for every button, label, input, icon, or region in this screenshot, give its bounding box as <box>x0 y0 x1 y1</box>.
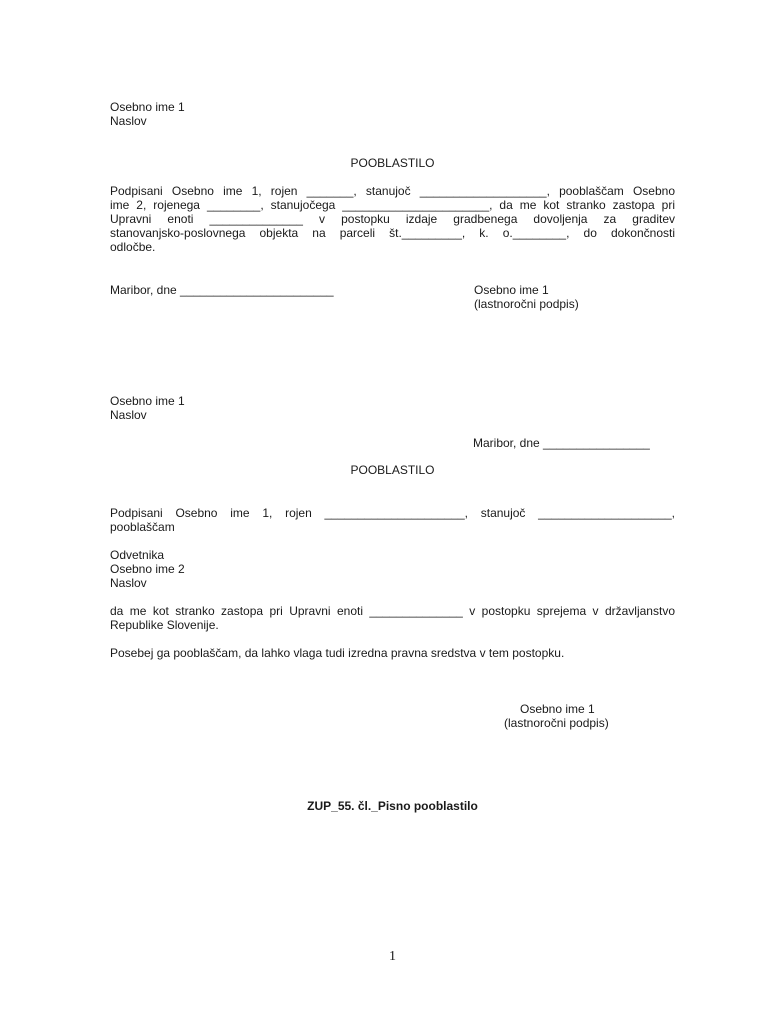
signature-name: Osebno ime 1 <box>520 702 595 716</box>
sender-name: Osebno ime 1 <box>110 100 185 114</box>
paragraph-line: da me kot stranko zastopa pri Upravni enoti ______________ v postopku sprejema v državljanstvo <box>110 604 675 618</box>
attorney-title: Odvetnika <box>110 548 165 562</box>
paragraph-line: Upravni enoti ______________ v postopku izdaje gradbenega dovoljenja za graditev <box>110 212 675 226</box>
place-date-line: Maribor, dne _______________________ <box>110 283 334 297</box>
signature-label: (lastnoročni podpis) <box>474 297 579 311</box>
extraordinary-remedies-paragraph: Posebej ga pooblaščam, da lahko vlaga tudi izredna pravna sredstva v tem postopku. <box>110 646 565 660</box>
paragraph-line: Republike Slovenije. <box>110 618 219 632</box>
paragraph-line: stanovanjsko-poslovnega objekta na parceli št._________, k. o.________, do dokončnosti <box>110 226 675 240</box>
paragraph-line: Podpisani Osebno ime 1, rojen _____________________, stanujoč ____________________, <box>110 506 675 520</box>
place-date-line: Maribor, dne ________________ <box>473 436 650 450</box>
authorization-paragraph <box>110 506 675 534</box>
signature-name: Osebno ime 1 <box>474 283 549 297</box>
sender-address: Naslov <box>110 408 147 422</box>
paragraph-line: ime 2, rojenega ________, stanujočega ______________________, da me kot stranko zastopa pri <box>110 198 675 212</box>
paragraph-line: Podpisani Osebno ime 1, rojen _______, stanujoč ___________________, pooblaščam Osebno <box>110 184 675 198</box>
footer-document-title: ZUP_55. čl._Pisno pooblastilo <box>307 799 478 813</box>
authorization-paragraph <box>110 184 675 254</box>
attorney-name: Osebno ime 2 <box>110 562 185 576</box>
page-number: 1 <box>389 949 396 964</box>
attorney-address: Naslov <box>110 576 147 590</box>
document-title: POOBLASTILO <box>350 156 435 170</box>
paragraph-line: odločbe. <box>110 240 156 254</box>
signature-label: (lastnoročni podpis) <box>504 716 609 730</box>
paragraph-line: pooblaščam <box>110 520 175 534</box>
sender-address: Naslov <box>110 114 147 128</box>
sender-name: Osebno ime 1 <box>110 394 185 408</box>
document-title: POOBLASTILO <box>350 463 435 477</box>
representation-paragraph <box>110 604 675 632</box>
